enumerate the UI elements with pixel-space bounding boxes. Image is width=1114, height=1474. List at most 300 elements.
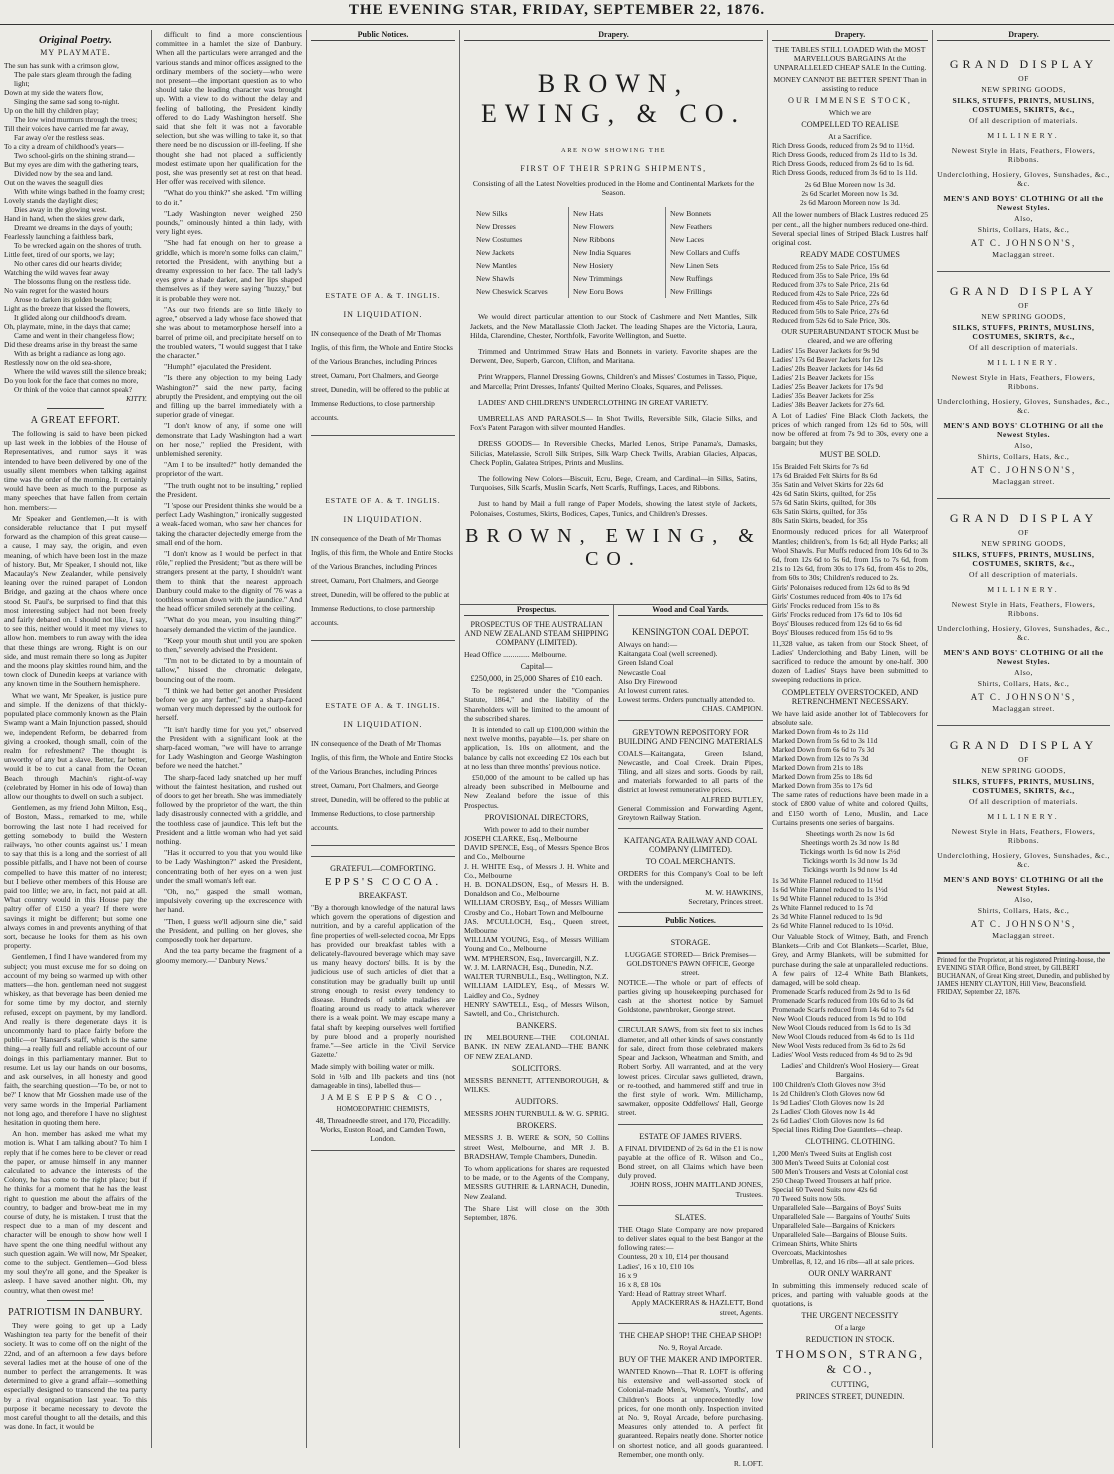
paragraph: "It isn't hardly time for you yet," observed the President with a significant look at the sharp-faced woman, "we will have to arrange for Lady Washington and George Washington before we need the hatchet." <box>156 724 302 771</box>
glove-lines <box>772 1080 928 1134</box>
goods-grid <box>472 207 763 298</box>
price-line: 1s 9d Ladies' Cloth Gloves now 1s 2d <box>772 1097 884 1107</box>
price-line: Ladies' 17s 6d Beaver Jackets for 12s <box>772 354 883 364</box>
also-line: Also, <box>1014 214 1033 223</box>
director: WILLIAM LAIDLEY, Esq., of Messrs W. Laidley and Co., Sydney <box>464 981 609 1000</box>
kensington-coal-ad <box>618 620 763 721</box>
consisting-text: Consisting of all the Latest Novelties produced in the Home and Continental Markets for the Season. <box>472 179 755 198</box>
poem-line: The blossoms flung on the restless tide. <box>14 277 131 286</box>
epps-title: EPPS'S COCOA. <box>324 876 442 888</box>
johnson-street: Maclaggan street. <box>992 250 1055 259</box>
goods-item: New Laces <box>670 235 704 245</box>
capital-value: £250,000, in 25,000 Shares of £10 each. <box>470 674 603 684</box>
price-line: Ladies' 25s Beaver Jackets for 17s 9d <box>772 381 883 391</box>
price-line: Marked Down from 25s to 18s 6d <box>772 772 873 782</box>
price-line: 80s Satin Skirts, beaded, for 35s <box>772 516 868 526</box>
price-line: Boys' Blouses reduced from 15s 6d to 9s <box>772 627 893 637</box>
price-line: 2s 6d White Flannel reduced to 1s 10½d. <box>772 920 894 930</box>
price-line: 2s 6d Ladies' Cloth Gloves now 1s 6d <box>772 1115 884 1125</box>
price-line: Girls' Polonaises reduced from 12s 6d to 8s 9d <box>772 582 910 592</box>
millinery: MILLINERY. <box>987 358 1060 367</box>
also-line: Also, <box>1014 441 1033 450</box>
brokers-label: BROKERS. <box>516 1121 557 1131</box>
inglis-text: IN consequence of the Death of Mr Thomas Inglis, of this firm, the Whole and Entire Stocks of the Various Branches, including Princes street, Oamaru, Port Chalmers, and George street, Dunedin, will be offered to the public at Immense Reductions, to close partnership accounts. <box>311 534 453 627</box>
paragraph: "Has it occurred to you that you would like to be Lady Washington?" asked the President, concentrating both of her eyes on a wen just under the small woman's left ear. <box>156 848 302 885</box>
inglis-title: ESTATE OF A. & T. INGLIS. <box>325 496 441 505</box>
capital-label: Capital— <box>520 662 553 672</box>
article-body-great-effort <box>4 429 147 1295</box>
column-heading: Public Notices. <box>311 30 455 41</box>
price-line: Girls' Costumes reduced from 40s to 17s 6d <box>772 591 902 601</box>
column-prospectus <box>460 605 614 1448</box>
kaitangata-text: ORDERS for this Company's Coal to be left with the undersigned. <box>618 869 763 888</box>
notice-text: NOTICE.—The whole or part of effects of parties giving up housekeeping purchased for cash at the shortest notice by Samuel Goldstone, pawnbroker, George street. <box>618 977 763 1015</box>
kaitangata-sign: M. W. HAWKINS, <box>705 887 763 897</box>
goods-item: New Costumes <box>476 235 523 245</box>
millinery: MILLINERY. <box>987 585 1060 594</box>
warrant-title: OUR ONLY WARRANT <box>808 1268 892 1278</box>
all-description: Of all description of materials. <box>969 570 1078 579</box>
goods-item: New Flowers <box>573 222 614 232</box>
paragraph: LADIES' AND CHILDREN'S UNDERCLOTHING IN GREAT VARIETY. <box>478 397 709 407</box>
greytown-sign2: General Commission and Forwarding Agent, Greytown Railway Station. <box>618 803 763 823</box>
inglis-liquidation: IN LIQUIDATION. <box>343 720 423 729</box>
poem-line: Lovely stands the daylight dies; <box>4 196 99 205</box>
price-line: Ladies' 15s Beaver Jackets for 9s 9d <box>772 345 880 355</box>
kensington-sign: CHAS. CAMPION. <box>702 704 763 714</box>
underclothing-line: Underclothing, Hosiery, Gloves, Sunshades, &c., &c. <box>937 851 1110 869</box>
lustres-text: All the lower numbers of Black Lustres reduced 25 per cent., all the higher numbers reduced one-third. Several special lines of Striped Black Lustres half original cost. <box>772 210 928 248</box>
price-line: Reduced from 42s to Sale Price, 22s 6d <box>772 289 889 299</box>
price-line: Unparalleled Sale — Bargains of Youths' Suits <box>772 1211 911 1221</box>
poem-line: Out on the waves the seagull dies <box>4 178 103 187</box>
price-line: Boys' Blouses reduced from 12s 6d to 6s 6d <box>772 618 902 628</box>
hats-line: Newest Style in Hats, Feathers, Flowers, Ribbons. <box>951 146 1096 164</box>
price-line: 2s Ladies' Cloth Gloves now 1s 4d <box>772 1106 875 1116</box>
price-line: Marked Down from 21s to 18s <box>772 763 863 773</box>
coal-line: At lowest current rates. <box>618 686 689 696</box>
poem-title: MY PLAYMATE. <box>40 48 111 57</box>
director: W. J. M. LARNACH, Esq., Dunedin, N.Z. <box>464 962 594 972</box>
price-line: 1s 9d White Flannel reduced to 1s 3½d <box>772 893 888 903</box>
poem-line: Do you look for the face that comes no more, <box>4 376 139 385</box>
poem-body <box>4 61 147 394</box>
goods-item: New Dresses <box>476 222 516 232</box>
coal-line: Lowest terms. Orders punctually attended to. <box>618 695 755 705</box>
cheap-shop-ad <box>618 1324 763 1474</box>
solicitors: MESSRS BENNETT, ATTENBOROUGH, & WILKS. <box>464 1075 609 1094</box>
inglis-notice <box>311 701 455 846</box>
tables-loaded: THE TABLES STILL LOADED With the MOST MARVELLOUS BARGAINS At the UNPARALLELED CHEAP SALE In the Cutting. <box>773 45 927 73</box>
price-line: Ladies' 20s Beaver Jackets for 14s 6d <box>772 363 883 373</box>
poem-line: Down at my side the waters flow, <box>4 88 104 97</box>
poem-line: Oh, playmate, mine, in the days that came; <box>4 322 131 331</box>
paragraph: They were going to get up a Lady Washington tea party for the benefit of their society. It was to come off on the night of the 22nd, and of an afternoon a few days before several ladies met at the house of one of the number to perfect the arrangements. It was determined to give a grand affair—something especially designed to transcend the tea party by a rival organisation last year. To this purpose it became necessary to devote the most careful thought to all the details, and this was done. In fact, it would be <box>4 1320 147 1432</box>
polonaise-lines <box>772 583 928 637</box>
kensington-lines <box>618 640 763 704</box>
goods-item: New Cheswick Scarves <box>476 287 548 297</box>
costumes-title: READY MADE COSTUMES <box>800 250 900 260</box>
column-heading: Public Notices. <box>618 916 763 927</box>
poem-line: Far away o'er the restless seas. <box>14 133 105 142</box>
epps-made: Made simply with boiling water or milk. <box>311 1062 435 1072</box>
prospectus-text <box>464 686 609 810</box>
share-list-closing: The Share List will close on the 30th September, 1876. <box>464 1203 609 1222</box>
reduction: REDUCTION IN STOCK. <box>805 1335 895 1345</box>
paragraph: DRESS GOODS— In Reversible Checks, Marled Lenos, Stripe Panama's, Damasks, Silicias, Matelassie, Scroll Silk Stripes, Silk Warp Check Twills, Arabian Glacies, Alpacas, Check Poplin, Galatea Stripes, Prints and Muslins. <box>470 439 757 467</box>
price-line: Overcoats, Mackintoshes <box>772 1247 847 1257</box>
price-line: 2s 6d Scarlet Moreen now 1s 3d. <box>801 189 899 199</box>
paragraph: "Oh, no," gasped the small woman, impulsively covering up the excrescence with her hand. <box>156 887 302 915</box>
goods-column <box>569 207 666 298</box>
price-line: 1s 6d White Flannel reduced to 1s 1½d <box>772 884 888 894</box>
costumes-lines <box>772 262 928 325</box>
underclothing-line: Underclothing, Hosiery, Gloves, Sunshades, &c., &c. <box>937 624 1110 642</box>
epps-cocoa-ad <box>311 856 455 1151</box>
director: WILLIAM YOUNG, Esq., of Messrs William Young and Co., Melbourne <box>464 935 609 954</box>
johnson-display-ad <box>937 726 1110 953</box>
luggage-text: LUGGAGE STORED— Brick Premises— GOLDSTONE'S PAWN OFFICE, George street. <box>624 950 757 978</box>
poem-line: The sun has sunk with a crimson glow, <box>4 61 119 70</box>
price-line: Marked Down from 12s to 7s 3d <box>772 754 869 764</box>
price-line: Reduced from 50s to Sale Price, 27s 6d <box>772 307 889 317</box>
price-line: 1,200 Men's Tweed Suits at English cost <box>772 1148 892 1158</box>
goods-item: New Feathers <box>670 222 712 232</box>
poem-line: Watching the wild waves fear away <box>4 268 110 277</box>
price-line: Tickings worth 1s 6d now 1s 2½d <box>799 846 901 856</box>
rivers-ad <box>618 1125 763 1206</box>
johnson-name: AT C. JOHNSON'S, <box>970 919 1077 929</box>
poem-line: No other cares did our hearts divide; <box>14 259 122 268</box>
waterproof-text: Enormously reduced prices for all Waterproof Mantles; children's, from 1s 6d; all Hyde Parks; all Wool Shawls. Fur Muffs reduced from 10s 6d to 3s 6d, from 12s 6d to 5s 6d, from 15s to 7s 6d, from 21s to 12s 6d, from 30s to 17s 6d, from 45s to 20s, from 60s to 30s; Children's reduced to 2s. <box>772 527 928 583</box>
firm-cutting: CUTTING, <box>831 1380 869 1390</box>
inglis-notice <box>311 291 455 436</box>
slate-line: Countess, 20 x 10, £14 per thousand <box>618 1252 729 1262</box>
price-line: Reduced from 37s to Sale Price, 21s 6d <box>772 280 889 290</box>
paragraph: difficult to find a more conscientious committee in a hamlet the size of Danbury. When all the particulars were arranged and the various stands and minor offices assigned to the ordinary members of the society—who were not present—the important question as to who should take the leading character was brought up. With a view to do without the delay and feeling of balloting, the President kindly offered to do Lady Washington herself. She said that she felt it was not a favorable selection, but she was willing to take it, so that there need be no discussion or ill-feeling. If she thought she had not placed a sufficiently modest estimate upon her qualification for the post, she was presently set at rest on that head. Her offer was received with silence. <box>156 30 302 187</box>
paragraph: "What do you think?" she asked. "I'm willing to do it." <box>156 188 302 207</box>
shirts-line: Shirts, Collars, Hats, &c., <box>977 906 1070 915</box>
johnson-street: Maclaggan street. <box>992 477 1055 486</box>
inglis-liquidation: IN LIQUIDATION. <box>343 310 423 319</box>
paragraph: We would direct particular attention to our Stock of Cashmere and Nett Mantles, Silk Jackets, and the New Matallassie Cloth Jacket. The leading Shapes are the Victoria, Laura, Hilda, Clarendine, Chester, Northfolk, Favorite Wellington, and Suette. <box>470 312 757 340</box>
shirts-line: Shirts, Collars, Hats, &c., <box>977 452 1070 461</box>
paragraph: "I'm not to be dictated to by a mountain of tallow," hissed the chromatic delegate, bouncing out of the room. <box>156 656 302 684</box>
coal-line: Kaitangata Coal (well screened). <box>618 649 718 659</box>
paragraph: "Am I to be insulted?" hotly demanded the proprietor of the wart. <box>156 460 302 479</box>
price-line: 500 Men's Trousers and Vests at Colonial cost <box>772 1166 909 1176</box>
goods-item: New Shawls <box>476 274 515 284</box>
price-line: 300 Men's Tweed Suits at Colonial cost <box>772 1157 889 1167</box>
grand-display-title: GRAND DISPLAY <box>949 511 1098 525</box>
poem-line: Did these dreams arise in thy breast the same <box>4 340 138 349</box>
of-line: OF <box>1018 74 1029 83</box>
goods-item: New Mantles <box>476 261 517 271</box>
price-line: Sheetings worth 2s now 1s 6d <box>805 828 895 838</box>
price-line: Tickings worth 1s 3d now 1s 3d <box>802 855 898 865</box>
directors-list <box>464 834 609 1018</box>
auditors: MESSRS JOHN TURNBULL & W. G. SPRIG. <box>464 1109 609 1119</box>
price-line: Reduced from 52s 6d to Sale Price, 30s. <box>772 316 891 326</box>
blankets-text: Our Valuable Stock of Witney, Bath, and French Blankets—Crib and Cot Blankets—Scarlet, Blue, Grey, and Army Blankets, will be submitted for purchase during the sale at unparalleled reductions. A few pairs of 12-4 White Bath Blankets, damaged, will be sold cheap. <box>772 931 928 987</box>
kaitangata-title: KAITANGATA RAILWAY AND COAL COMPANY (LIMITED). <box>623 836 758 855</box>
epps-text: "By a thorough knowledge of the natural laws which govern the operations of digestion and nutrition, and by a careful application of the fine properties of well-selected cocoa, Mr Epps has provided our breakfast tables with a delicately-flavoured beverage which may save us many heavy doctors' bills. It is by the judicious use of such articles of diet that a constitution may be gradually built up until strong enough to resist every tendency to disease. Hundreds of subtle maladies are floating around us ready to attack wherever there is a weak point. We may escape many a fatal shaft by keeping ourselves well fortified by pure blood and a properly nourished frame."—See article in the 'Civil Service Gazette.' <box>311 903 456 1060</box>
reductions-text: The same rates of reductions have been made in a stock of £800 value of white and colored Quilts, and £150 worth of Leno, Muslin, and Lace Curtains presents one series of bargains. <box>772 790 928 827</box>
tablecovers: We have laid aside another lot of Tablecovers for absolute sale. <box>772 708 928 727</box>
inglis-notice <box>311 496 455 641</box>
brown-ewing-details <box>464 312 763 517</box>
price-line: Rich Dress Goods, reduced from 2s 6d to 1s 6d. <box>772 159 914 169</box>
paragraph: £50,000 of the amount to be called up has already been subscribed in Melbourne and New Zealand before the issue of this Prospectus. <box>464 773 609 810</box>
directors-label: PROVISIONAL DIRECTORS, <box>484 812 589 822</box>
grand-display-title: GRAND DISPLAY <box>949 284 1098 298</box>
shirts-line: Shirts, Collars, Hats, &c., <box>977 679 1070 688</box>
bankers: IN MELBOURNE—THE COLONIAL BANK. IN NEW ZEALAND—THE BANK OF NEW ZEALAND. <box>464 1033 609 1061</box>
greytown-title: GREYTOWN REPOSITORY FOR BUILDING AND FENCING MATERIALS <box>618 727 763 746</box>
marked-lines <box>772 727 928 790</box>
poem-line: Arose to darken its golden beam; <box>14 295 112 304</box>
price-line: 15s Braided Felt Skirts for 7s 6d <box>772 462 869 472</box>
thomson-strang-firm: THOMSON, STRANG, & CO., <box>775 1347 925 1377</box>
poem-line: The low wind murmurs through the trees; <box>14 115 138 124</box>
price-line: Reduced from 35s to Sale Price, 19s 6d <box>772 271 889 281</box>
mens-clothing: MEN'S AND BOYS' CLOTHING Of all the Newest Styles. <box>943 875 1104 893</box>
poem-line: Up on the hill thy children play; <box>4 106 99 115</box>
poem-line: Came and went in their changeless flow; <box>14 331 135 340</box>
price-line: Unparalleled Sale—Bargains of Boys' Suits <box>772 1202 902 1212</box>
paragraph: An hon. member has asked me what my motion is. What I am talking about? To him I reply that if he comes here to be clever or read the paper, or amuse himself in any manner calculated to advance the interests of the Colony, he has come to the right place; but if he thinks for a moment that he has the least right to question me about the affairs of the country, to badger and brow-beat me in my course of duty, he is mistaken. I trust that the respect due to a man of my descent and character will be enough to show how well I have spent the one thing needful without any such question again. We will now, Mr Speaker, come to the subject. Gentlemen—God bless my soul they're all gone, and the Speaker is asleep. I have saved another night. Oh, my country, what then owest me! <box>4 1129 147 1295</box>
new-spring-goods: NEW SPRING GOODS, <box>981 85 1066 94</box>
underclothing-text: 11,328 value, as taken from our Stock Sheet, of Ladies' Underclothing and Baby Linen, will be sacrificed to reduce the amount by one-half. 300 dozen of Ladies' Stays have been submitted to sweeping reductions in price. <box>772 638 928 685</box>
grand-display-title: GRAND DISPLAY <box>949 738 1098 752</box>
circular-saws-text: CIRCULAR SAWS, from six feet to six inches diameter, and all other kinds of saws constantly for sale, direct from those celebrated makers Spear and Jackson, Wheatman and Smith, and Robert Sorby. All warranted, and at the very lowest prices. Circular saws gullieted, drawn, or re-toothed, and hammered stiff and true in the first style of work. Wm. Millichamp, sawmaker, opposite Oddfellows' Hall, George street. <box>618 1025 763 1118</box>
goods-item: New Eoru Bows <box>573 287 624 297</box>
poem-line: Divided now by the sea and land. <box>14 169 113 178</box>
slate-line: 16 x 8, £8 10s <box>618 1279 661 1289</box>
now-showing: ARE NOW SHOWING THE <box>561 147 666 154</box>
price-line: Ladies' Wool Vests reduced from 4s 9d to 2s 9d <box>772 1050 913 1060</box>
urgent2: Of a large <box>834 1323 866 1333</box>
of-line: OF <box>1018 528 1029 537</box>
hats-line: Newest Style in Hats, Feathers, Flowers, Ribbons. <box>951 827 1096 845</box>
of-line: OF <box>1018 755 1029 764</box>
director: JOSEPH CLARKE, Esq., Melbourne <box>464 834 578 844</box>
directors-note: With power to add to their number <box>483 824 590 834</box>
column-wood-coal <box>614 605 768 1468</box>
new-spring-goods: NEW SPRING GOODS, <box>981 312 1066 321</box>
price-line: 1s 3d White Flannel reduced to 11½d <box>772 875 883 885</box>
article-body-danbury-continued <box>156 30 302 965</box>
johnson-street: Maclaggan street. <box>992 931 1055 940</box>
price-line: 63s Satin Skirts, quilted, for 35s <box>772 507 868 517</box>
johnson-name: AT C. JOHNSON'S, <box>970 238 1077 248</box>
poem-line: Dies away in the glowing west. <box>14 205 107 214</box>
poem-line: It glided along our childhood's dream. <box>14 313 127 322</box>
rivers-title: ESTATE OF JAMES RIVERS. <box>639 1131 742 1141</box>
price-line: 2s 3d White Flannel reduced to 1s 9d <box>772 911 883 921</box>
price-line: 17s 6d Braided Felt Skirts for 8s 6d <box>772 471 878 481</box>
johnson-name: AT C. JOHNSON'S, <box>970 692 1077 702</box>
millinery: MILLINERY. <box>987 131 1060 140</box>
greytown-ad <box>618 721 763 830</box>
slates-text: THE Otago Slate Company are now prepared to deliver slates equal to the best Bangor at the following rates:— <box>618 1224 763 1253</box>
poem-line: To be wrecked again on the shores of truth. <box>14 241 142 250</box>
auditors-label: AUDITORS. <box>514 1097 559 1107</box>
rivers-text: A FINAL DIVIDEND of 2s 6d in the £1 is now payable at the office of R. Wilson and Co., Bond street, on all Claims which have been duly proved. <box>618 1143 763 1181</box>
paragraph: "I 'spose our President thinks she would be a perfect Lady Washington," ironically suggested a weak-faced woman, who saw her chances for taking the character dejectedly emerge from the small end of the horn. <box>156 500 302 547</box>
epps-sold: Sold in ½lb and 1lb packets and tins (not damageable in tins), labelled thus— <box>311 1071 455 1090</box>
all-description: Of all description of materials. <box>969 116 1078 125</box>
coal-line: Always on hand:— <box>618 640 678 649</box>
director: H. B. DONALDSON, Esq., of Messrs H. B. Donaldson and Co., Melbourne <box>464 880 609 899</box>
price-line: Rich Dress Goods, reduced from 2s 11d to 1s 3d. <box>772 150 918 160</box>
poem-author: KITTY. <box>126 394 147 403</box>
firm-address: PRINCES STREET, DUNEDIN. <box>795 1392 905 1402</box>
goods-item: New Linen Sets <box>670 261 719 271</box>
poem-line: To a city a dream of childhood's years— <box>4 142 124 151</box>
price-line: New Wool Clouds reduced from 1s 9d to 10d <box>772 1014 906 1024</box>
paragraph: "Is there any objection to my being Lady Washington?" said the new party, facing abruptly the President, and emptying out the oil and filling up the barrel immediately with a superior grade of vinegar. <box>156 373 302 420</box>
new-spring-goods: NEW SPRING GOODS, <box>981 766 1066 775</box>
price-line: 2s 6d Blue Moreen now 1s 3d. <box>804 180 896 190</box>
price-line: Sheetings worth 2s 3d now 1s 8d <box>801 837 899 847</box>
price-line: Ladies' 38s Beaver Jackets for 27s 6d. <box>772 399 885 409</box>
coal-line: Also Dry Firewood <box>618 676 678 686</box>
first-shipments: FIRST OF THEIR SPRING SHIPMENTS, <box>520 164 707 173</box>
cloth-jackets: A Lot of Ladies' Fine Black Cloth Jackets, the prices of which ranged from 12s 6d to 50s, will now be offered at from 7s 9d to 30s, every one a bargain; but they <box>772 410 928 448</box>
slates-apply: Apply MACKERRAS & HAZLETT, Bond street, Agents. <box>631 1298 763 1317</box>
clothing-lines <box>772 1149 928 1266</box>
poem-line: Where the wild waves still the silence break; <box>14 367 147 376</box>
mens-clothing: MEN'S AND BOYS' CLOTHING Of all the Newest Styles. <box>943 194 1104 212</box>
masthead <box>0 0 1114 25</box>
article-body-patriotism <box>4 1321 147 1431</box>
poem-line: With white wings bathed in the foamy crest; <box>14 187 145 196</box>
price-line: Girls' Frocks reduced from 17s 6d to 10s 6d <box>772 609 902 619</box>
director: WALTER TURNBULL, Esq., Wellington, N.Z. <box>464 972 609 982</box>
price-line: Special 60 Tweed Suits now 42s 6d <box>772 1184 877 1194</box>
hats-line: Newest Style in Hats, Feathers, Flowers, Ribbons. <box>951 373 1096 391</box>
printer-imprint: Printed for the Proprietor, at his registered Printing-house, the EVENING STAR Office, Bond street, by GILBERT BUCHANAN, of Great King street, Dunedin, and published by JAMES HENRY CLAYTON, Hill View, Beaconsfield. FRIDAY, September 22, 1876. <box>937 953 1110 997</box>
price-line: 100 Children's Cloth Gloves now 3½d <box>772 1079 886 1089</box>
column-heading: Drapery. <box>464 30 763 41</box>
price-line: 2s 6d Maroon Moreen now 1s 3d. <box>800 198 900 208</box>
grand-display-title: GRAND DISPLAY <box>949 57 1098 71</box>
poem-line: But my eyes are dim with the gathering tears, <box>4 160 139 169</box>
compelled: COMPELLED TO REALISE <box>801 120 899 130</box>
paragraph: And the tea party became the fragment of a gloomy memory.—' Danbury News.' <box>156 946 302 965</box>
storage-ad <box>618 931 763 1021</box>
paragraph: Gentlemen, as my friend John Milton, Esq., of Boston, Mass., remarked to me, while borrowing the last note I had received for getting somebody to build the Western railways, 'no other counts against us.' I mean to say that this is a long and the sorriest of all possible pitfalls, and I have not been of course compelled to have this matter of no interest; but I believe other members of this House are paid too little; we are, in fact, not paid at all. What country would in this House pay the paltry offer of £150 a year? If there were savings it might be different; but some one always comes in and prevents anything of that sort, because he looks for them as his own property. <box>4 803 147 951</box>
head-office: Head Office .............. Melbourne. <box>464 650 567 659</box>
millinery: MILLINERY. <box>987 812 1060 821</box>
greytown-text: COALS—Kaitangata, Green Island, Newcastle, and Coal Creek. Drain Pipes, Tiling, and all sizes and sorts. Goods by rail, and materials forwarded to all parts of the district at lowest remunerative prices. <box>618 748 763 795</box>
sacrifice: At a Sacrifice. <box>828 132 872 142</box>
epps-firm-sub: HOMOEOPATHIC CHEMISTS, <box>336 1105 430 1114</box>
poem-line: The pale stars gleam through the fading light; <box>14 70 132 88</box>
paragraph: Mr Speaker and Gentlemen,—It is with considerable reluctance that I put myself forward as the champion of this great cause—a cause, I may say, the origin, and even meaning, of which have been lost in the maze of history. But, Mr Speaker, I should not, like Macaulay's New Zealander, while pensively leaning over the ruined parapet of London Bridge, and gazing at the chaos where once stood St. Paul's, be surprised to find that this most interesting subject had not been freely and fairly debated on. I should not like, I say, to see this, neither would it meet my views to allow hon. members to run away with the idea that these things are wrong. Right is on our side, and must remain there so long as Jupiter and the moons play skittles round him, and the town clock of Dunedin keeps at variance with any known time in the Southern hemisphere. <box>4 513 147 689</box>
all-description: Of all description of materials. <box>969 797 1078 806</box>
price-line: Crimean Shirts, White Shirts <box>772 1238 858 1248</box>
poem-line: Till their voices have carried me far away, <box>4 124 129 133</box>
article-title-great-effort: A GREAT EFFORT. <box>30 415 121 426</box>
goods-item: New Silks <box>476 209 508 219</box>
dress-lines <box>772 141 928 177</box>
cheap-title: THE CHEAP SHOP! THE CHEAP SHOP! <box>619 1330 762 1340</box>
clothing-title: CLOTHING. CLOTHING. <box>805 1136 895 1146</box>
paragraph: The following New Colors—Biscuit, Ecru, Bege, Cream, and Cardinal—in Silks, Satins, Turquoises, Silk Scarfs, Muslin Scarfs, Nett Scarfs, Ruffings, Laces, and Ribbons. <box>470 474 757 493</box>
brokers: MESSRS J. B. WERE & SON, 50 Collins street West, Melbourne, and MR J. B. BRADSHAW, Temple Chambers, Dunedin. <box>464 1133 609 1161</box>
cheap-addr: No. 9, Royal Arcade. <box>658 1342 723 1352</box>
price-line: Umbrellas, 8, 12, and 16 ribs—all at sale prices. <box>772 1256 915 1266</box>
paragraph: The sharp-faced lady snatched up her muff without the faintest hesitation, and rushed out of doors to get her breath. She was immediately followed by the proprietor of the wart, the thin lady disastrously connected with a griddle, and the toothless case of jaundice. This left but the President and a little woman who had yet said nothing. <box>156 772 302 847</box>
director: JAS. M'CULLOCH, Esq., Queen street, Melbourne <box>464 916 609 936</box>
price-line: Special lines Riding Doe Gauntlets—cheap. <box>772 1124 903 1134</box>
inglis-liquidation: IN LIQUIDATION. <box>343 515 423 524</box>
hats-line: Newest Style in Hats, Feathers, Flowers, Ribbons. <box>951 600 1096 618</box>
which-we-are: Which we are <box>828 108 872 118</box>
price-line: Reduced from 25s to Sale Price, 15s 6d <box>772 262 889 272</box>
circular-saws-ad <box>618 1021 763 1124</box>
goods-item: New Collars and Cuffs <box>670 248 740 258</box>
epps-label: GRATEFUL—COMFORTING. <box>330 864 436 873</box>
goods-item: New Ribbons <box>573 235 615 245</box>
solicitors-label: SOLICITORS. <box>511 1063 562 1073</box>
goods-item: New India Squares <box>573 248 631 258</box>
poem-line: With as bright a radiance as long ago. <box>14 349 126 358</box>
director: WILLIAM CROSBY, Esq., of Messrs William Crosby and Co., Hobart Town and Melbourne <box>464 898 609 917</box>
price-line: Promenade Scarfs reduced from 2s 9d to 1s 6d <box>772 987 910 997</box>
price-line: Girls' Frocks reduced from 15s to 8s <box>772 600 880 610</box>
sheeting-lines <box>772 829 928 874</box>
slates-title: SLATES. <box>674 1212 707 1222</box>
price-line: Marked Down from 4s to 2s 11d <box>772 727 869 737</box>
poem-line: Hand in hand, when the skies grew dark, <box>4 214 125 223</box>
slates-ad <box>618 1206 763 1324</box>
price-line: 42s 6d Satin Skirts, quilted, for 25s <box>772 489 877 499</box>
price-line: Promenade Scarfs reduced from 14s 6d to 7s 6d <box>772 1005 914 1015</box>
also-line: Also, <box>1014 668 1033 677</box>
paragraph: To be registered under the "Companies Statute, 1864," and the liability of the Shareholders will be limited to the amount of the subscribed shares. <box>464 686 609 723</box>
underclothing-line: Underclothing, Hosiery, Gloves, Sunshades, &c., &c. <box>937 397 1110 415</box>
price-line: Ladies' 35s Beaver Jackets for 25s <box>772 390 874 400</box>
price-line: 57s 6d Satin Skirts, quilted, for 30s <box>772 498 877 508</box>
goods-column <box>472 207 569 298</box>
poem-line: Dreamt we dreams in the days of youth; <box>14 223 133 232</box>
column-poetry <box>0 30 152 1448</box>
paragraph: "The truth ought not to be insulting," replied the President. <box>156 480 302 499</box>
of-line: OF <box>1018 301 1029 310</box>
column-heading: Prospectus. <box>464 605 609 616</box>
column-drapery-johnson <box>933 30 1114 1448</box>
goods-item: New Trimmings <box>573 274 623 284</box>
poem-line: Fearlessly launching a faithless bark, <box>4 232 114 241</box>
paragraph: "Lady Washington never weighed 250 pounds," ominously hinted a thin lady, with very light eyes. <box>156 208 302 237</box>
price-line: 1s 2d Children's Cloth Gloves now 6d <box>772 1088 885 1098</box>
epps-address: 48, Threadneedle street, and 170, Piccadilly. Works, Euston Road, and Camden Town, London. <box>315 1116 451 1144</box>
underclothing-line: Underclothing, Hosiery, Gloves, Sunshades, &c., &c. <box>937 170 1110 188</box>
column-public-notices <box>307 30 460 1448</box>
paragraph: "Keep your mouth shut until you are spoken to then," severely advised the President. <box>156 635 302 654</box>
paragraph: Just to hand by Mail a full range of Paper Models, showing the latest style of Jackets, Polonaises, Costumes, Skirts, Bodices, Capes, Tunics, and Children's Dresses. <box>470 499 757 518</box>
bankers-label: BANKERS. <box>516 1021 557 1031</box>
storage-title: STORAGE. <box>670 938 711 948</box>
coal-line: Green Island Coal <box>618 658 674 668</box>
johnson-name: AT C. JOHNSON'S, <box>970 465 1077 475</box>
director: J. H. WHITE Esq., of Messrs J. H. White and Co., Melbourne <box>464 861 609 880</box>
warrant-text: In submitting this immensely reduced scale of prices, and parting with valuable goods at the quotations, is <box>772 1280 928 1308</box>
immense-stock: OUR IMMENSE STOCK, <box>788 96 912 106</box>
